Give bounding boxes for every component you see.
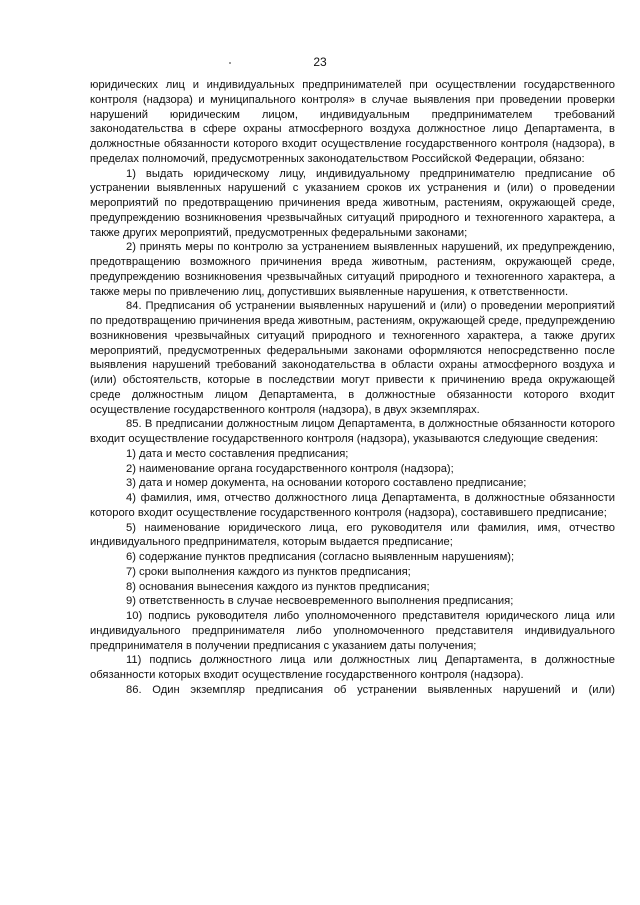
clause-85-item-9: 9) ответственность в случае несвоевременного выполнения предписания;	[126, 595, 514, 608]
clause-85-item-3: 3) дата и номер документа, на основании которого составлено предписание;	[126, 477, 527, 490]
clause-84: 84. Предписания об устранении выявленных нарушений и (или) о проведении мероприятий по предотвращению причинения вреда животным, растениям, окружающей среде, предупреждению возникновения чрезвычайных ситуаций природного и техногенного характера, а также других мероприятий, предусмотренных федеральными законами оформляются непосредственно после выявления нарушений требований законодательства в области охраны атмосферного воздуха и (или) обстоятельств, которые в последствии могут привести к причинению вреда окружающей среде должностным лицом Департамента, в должностные обязанности которого входит осуществление государственного контроля (надзора), в двух экземплярах.	[90, 300, 615, 416]
clause-85-item-2: 2) наименование органа государственного контроля (надзора);	[126, 462, 454, 475]
clause-85: 85. В предписании должностным лицом Департамента, в должностные обязанности которого входит осуществление государственного контроля (надзора), указываются следующие сведения:	[90, 418, 615, 445]
scan-speck	[229, 62, 231, 64]
clause-86: 86. Один экземпляр предписания об устранении выявленных нарушений и (или)	[126, 683, 615, 696]
clause-85-item-5: 5) наименование юридического лица, его руководителя или фамилия, имя, отчество индивидуального предпринимателя, которым выдается предписание;	[90, 521, 615, 549]
list-item-1: 1) выдать юридическому лицу, индивидуальному предпринимателю предписание об устранении выявленных нарушений с указанием сроков их устранения и (или) о проведении мероприятий по предотвращению причинения вреда животным, растениям, окружающей среде, предупреждению возникновения чрезвычайных ситуаций природного и техногенного характера, а также других мероприятий, предусмотренных федеральными законами;	[90, 167, 615, 239]
list-item-2: 2) принять меры по контролю за устранением выявленных нарушений, их предупреждению, предотвращению возможного причинения вреда животным, растениям, окружающей среде, предупреждению возникновения чрезвычайных ситуаций природного и техногенного характера, а также меры по привлечению лиц, допустивших выявленные нарушения, к ответственности.	[90, 241, 615, 298]
document-body	[90, 78, 615, 698]
paragraph-continuation: юридических лиц и индивидуальных предпринимателей при осуществлении государственного контроля (надзора) и муниципального контроля» в случае выявления при проведении проверки нарушений юридическим лицом, индивидуальным предпринимателем требований законодательства в сфере охраны атмосферного воздуха должностное лицо Департамента, в должностные обязанности которого входит осуществление государственного контроля (надзора), в пределах полномочий, предусмотренных законодательством Российской Федерации, обязано:	[90, 79, 615, 165]
page-number: 23	[313, 55, 327, 69]
clause-85-item-4: 4) фамилия, имя, отчество должностного лица Департамента, в должностные обязанности которого входит осуществление государственного контроля (надзора), составившего предписание;	[90, 492, 615, 519]
clause-85-item-8: 8) основания вынесения каждого из пунктов предписания;	[126, 580, 430, 593]
clause-85-item-7: 7) сроки выполнения каждого из пунктов предписания;	[126, 565, 411, 578]
clause-85-item-1: 1) дата и место составления предписания;	[126, 447, 349, 460]
clause-85-item-10: 10) подпись руководителя либо уполномоченного представителя юридического лица или индивидуального предпринимателя либо уполномоченного представителя индивидуального предпринимателя в получении предписания с указанием даты получения;	[90, 610, 615, 652]
clause-85-item-11: 11) подпись должностного лица или должностных лиц Департамента, в должностные обязанности которых входит осуществление государственного контроля (надзора).	[90, 654, 615, 681]
clause-85-item-6: 6) содержание пунктов предписания (согласно выявленным нарушениям);	[126, 551, 515, 563]
